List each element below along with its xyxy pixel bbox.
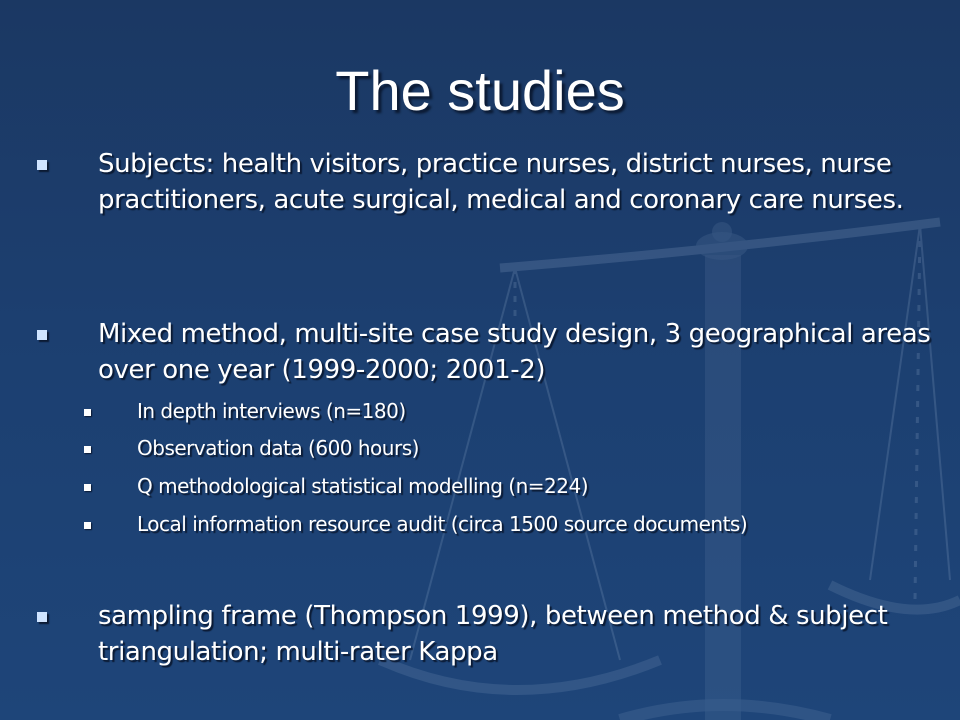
slide-title: The studies bbox=[335, 59, 625, 122]
bullet-item bbox=[30, 316, 942, 390]
bullet-item bbox=[30, 598, 942, 672]
square-bullet-icon bbox=[37, 330, 47, 340]
bullet-text: sampling frame (Thompson 1999), between method & subject triangulation; multi-rater Kappa bbox=[98, 601, 888, 667]
square-bullet-icon bbox=[84, 522, 91, 529]
sub-bullet-item bbox=[80, 472, 942, 500]
bullet-item bbox=[30, 146, 942, 258]
sub-bullet-item bbox=[80, 397, 942, 425]
square-bullet-icon bbox=[84, 446, 91, 453]
sub-bullet-text: In depth interviews (n=180) bbox=[137, 399, 406, 423]
bullet-text: Subjects: health visitors, practice nurses, district nurses, nurse practitioners, acute surgical, medical and coronary care nurses. bbox=[98, 149, 904, 215]
square-bullet-icon bbox=[37, 612, 47, 622]
bullet-text: Mixed method, multi-site case study design, 3 geographical areas over one year (1999-2000; 2001-2) bbox=[98, 319, 931, 385]
sub-bullet-text: Observation data (600 hours) bbox=[137, 436, 419, 460]
sub-bullet-item bbox=[80, 434, 942, 462]
sub-bullet-text: Local information resource audit (circa 1500 source documents) bbox=[137, 512, 748, 536]
sub-bullet-text: Q methodological statistical modelling (n=224) bbox=[137, 474, 589, 498]
square-bullet-icon bbox=[37, 160, 47, 170]
square-bullet-icon bbox=[84, 409, 91, 416]
sub-bullet-item bbox=[80, 510, 942, 538]
square-bullet-icon bbox=[84, 484, 91, 491]
